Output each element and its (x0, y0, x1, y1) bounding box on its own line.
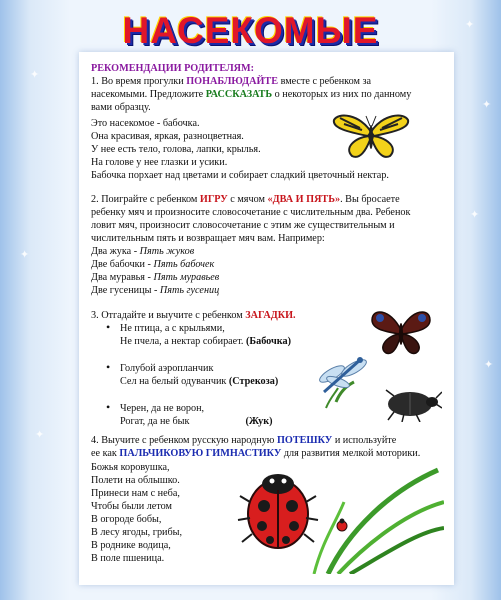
s3-keyword-riddles: ЗАГАДКИ. (245, 310, 296, 321)
pair-two: Две гусеницы - (91, 285, 158, 296)
s4-text-2a: ее как (91, 448, 117, 459)
verse-line: Принеси нам с неба, (91, 488, 180, 499)
pair-two: Две бабочки - (91, 259, 151, 270)
bullet-icon: • (106, 360, 111, 374)
s4-text-c: и используйте (334, 435, 397, 446)
s4-line-1 (91, 434, 396, 447)
riddle-line: Черен, да не ворон, (120, 403, 205, 414)
sparkle: ✦ (30, 69, 40, 81)
riddle-line (120, 415, 273, 428)
verse-line: В роднике водица, (91, 540, 171, 551)
pair-two: Два муравья - (91, 272, 151, 283)
sample-line: Бабочка порхает над цветами и собирает сладкий цветочный нектар. (91, 170, 389, 181)
sparkle: ✦ (35, 429, 45, 441)
sparkle: ✦ (465, 19, 475, 31)
s4-text-a: 4. Выучите с ребенком русскую народную (91, 435, 275, 446)
s1-line-2 (91, 88, 411, 101)
verse-line: В лесу ягоды, грибы, (91, 527, 183, 538)
s1-text-2a: насекомыми. Предложите (91, 89, 204, 100)
section-heading: РЕКОМЕНДАЦИИ РОДИТЕЛЯМ: (91, 63, 255, 74)
page-title: НАСЕКОМЫЕ (122, 10, 379, 51)
s1-text-c: вместе с ребенком за (280, 76, 372, 87)
bullet-icon: • (106, 400, 111, 414)
riddle-answer: (Стрекоза) (228, 376, 279, 387)
sparkle: ✦ (470, 209, 480, 221)
sparkle: ✦ (484, 359, 494, 371)
riddle-line (120, 335, 291, 348)
riddle-answer: (Жук) (245, 416, 273, 427)
pair-line (91, 271, 219, 284)
bullet-icon: • (106, 320, 111, 334)
s1-text-2c: о некоторых из них по данному (274, 89, 412, 100)
s2-text-a: 2. Поиграйте с ребенком (91, 194, 198, 205)
s2-keyword-two-five: «ДВА И ПЯТЬ» (267, 194, 341, 205)
s4-text-2c: для развития мелкой моторики. (283, 448, 421, 459)
pair-five: Пять жуков (139, 246, 195, 257)
verse-line: Чтобы были летом (91, 501, 172, 512)
riddle-text: Сел на белый одуванчик (120, 376, 227, 387)
pair-two: Два жука - (91, 246, 138, 257)
riddle-line: Голубой аэропланчик (120, 363, 214, 374)
s2-text-e: . Вы бросаете (340, 194, 400, 205)
sample-line: На голове у нее глазки и усики. (91, 157, 228, 168)
s2-text-c: с мячом (230, 194, 265, 205)
s2-line-4: числительным пять и возвращает мяч вам. Например: (91, 233, 325, 244)
sample-line: Это насекомое - бабочка. (91, 118, 200, 129)
s2-line-2: ребенку мяч и произносите словосочетание с числительным два. Ребенок (91, 207, 411, 218)
pair-five: Пять бабочек (153, 259, 215, 270)
s2-line-3: ловит мяч, произносит словосочетание с этим же существительным и (91, 220, 395, 231)
verse-line: В поле пшеница. (91, 553, 165, 564)
s4-line-2 (91, 447, 420, 460)
s4-keyword-rhyme: ПОТЕШКУ (276, 435, 333, 446)
riddle-answer: (Бабочка) (246, 336, 291, 347)
s2-keyword-game: ИГРУ (199, 194, 228, 205)
riddle-text: Не пчела, а нектар собирает. (120, 336, 244, 347)
s1-keyword-tell: РАССКАЗАТЬ (205, 89, 273, 100)
s2-line-1 (91, 193, 400, 206)
peacock-butterfly-icon (368, 306, 434, 356)
riddle-line: Не птица, а с крыльями, (120, 323, 225, 334)
s3-line-1 (91, 309, 296, 322)
ladybug-icon (218, 462, 444, 574)
riddle-line (120, 375, 278, 388)
riddle-text: Рогат, да не бык (120, 416, 190, 427)
sparkle: ✦ (20, 249, 30, 261)
verse-line: В огороде бобы, (91, 514, 162, 525)
pair-five: Пять муравьев (153, 272, 220, 283)
s3-text-a: 3. Отгадайте и выучите с ребенком (91, 310, 243, 321)
sparkle: ✦ (482, 99, 492, 111)
sample-line: У нее есть тело, голова, лапки, крылья. (91, 144, 261, 155)
s1-text-a: 1. Во время прогулки (91, 76, 184, 87)
pair-line (91, 245, 194, 258)
s1-keyword-observe: ПОНАБЛЮДАЙТЕ (186, 76, 279, 87)
s4-keyword-finger-gym: ПАЛЬЧИКОВУЮ ГИМНАСТИКУ (119, 448, 282, 459)
pair-five: Пять гусениц (159, 285, 220, 296)
verse-line: Полети на облышко. (91, 475, 180, 486)
verse-line: Божья коровушка, (91, 462, 170, 473)
beetle-icon (380, 386, 442, 422)
s1-line-1 (91, 75, 453, 88)
s1-line-3: вами образцу. (91, 102, 151, 113)
sample-line: Она красивая, яркая, разноцветная. (91, 131, 244, 142)
butterfly-icon (330, 110, 412, 162)
pair-line (91, 284, 219, 297)
pair-line (91, 258, 214, 271)
dragonfly-icon (316, 352, 372, 412)
